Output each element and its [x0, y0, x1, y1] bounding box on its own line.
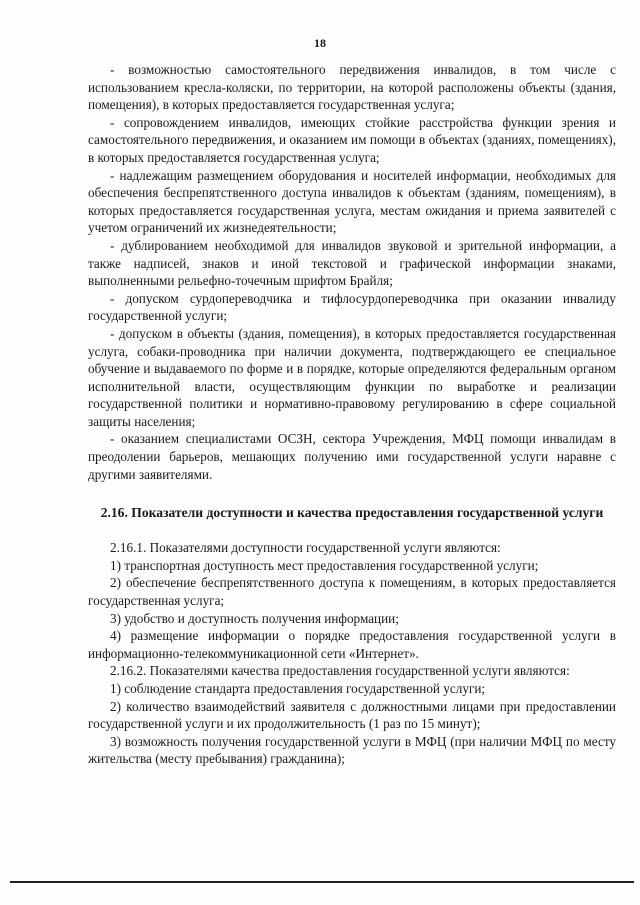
- list-item: 4) размещение информации о порядке предоставления государственной услуги в информационно-телекоммуникационной сети «Интернет».: [88, 628, 616, 661]
- paragraph-escort: - сопровождением инвалидов, имеющих стойкие расстройства функции зрения и самостоятельного передвижения, и оказанием им помощи в объектах (зданиях, помещениях), в которых предоставляется государственная услуга;: [88, 114, 616, 165]
- list-item: 1) транспортная доступность мест предоставления государственной услуги;: [110, 557, 539, 573]
- paragraph-interpreter: - допуском сурдопереводчика и тифлосурдопереводчика при оказании инвалиду государственной услуги;: [88, 290, 616, 324]
- document-body: [88, 61, 616, 768]
- section-heading: 2.16. Показатели доступности и качества предоставления государственной услуги: [100, 505, 604, 521]
- paragraph-equipment: - надлежащим размещением оборудования и носителей информации, необходимых для обеспечения беспрепятственного доступа инвалидов к объектам (зданиям, помещениям), в которых предоставляется государственная услуга, местам ожидания и приема заявителей с учетом ограничений их жизнедеятельности;: [88, 167, 616, 236]
- list-item: 3) удобство и доступность получения информации;: [110, 610, 399, 626]
- list-item: 1) соблюдение стандарта предоставления государственной услуги;: [110, 681, 486, 696]
- paragraph-2-16-2: 2.16.2. Показателями качества предоставления государственной услуги являются:: [110, 663, 570, 679]
- page-number: 18: [314, 36, 326, 50]
- paragraph-braille: - дублированием необходимой для инвалидов звуковой и зрительной информации, а также надписей, знаков и иной текстовой и графической информации знаками, выполненными рельефно-точечным шрифтом Брайля;: [88, 237, 616, 289]
- bottom-divider: [10, 881, 634, 883]
- paragraph-2-16-1: 2.16.1. Показателями доступности государственной услуги являются:: [110, 540, 501, 556]
- paragraph-guide-dog: - допуском в объекты (здания, помещения), в которых предоставляется государственная услуга, собаки-проводника при наличии документа, подтверждающего ее специальное обучение и выдаваемого по форме и в порядке, которые определяются федеральным органом исполнительной власти, осуществляющим функции по выработке и реализации государственной политики и нормативно-правовому регулированию в сфере социальной защиты населения;: [88, 325, 616, 429]
- list-item: 2) количество взаимодействий заявителя с должностными лицами при предоставлении государственной услуги и их продолжительность (1 раз по 15 минут);: [88, 698, 616, 732]
- paragraph-assistance: - оказанием специалистами ОСЗН, сектора Учреждения, МФЦ помощи инвалидам в преодолении барьеров, мешающих получению ими государственной услуги наравне с другими заявителями.: [88, 431, 616, 482]
- list-item: 3) возможность получения государственной услуги в МФЦ (при наличии МФЦ по месту жительства (месту пребывания) гражданина);: [88, 733, 616, 767]
- list-item: 2) обеспечение беспрепятственного доступа к помещениям, в которых предоставляется государственная услуга;: [88, 575, 616, 609]
- paragraph-mobility: - возможностью самостоятельного передвижения инвалидов, в том числе с использованием кресла-коляски, по территории, на которой расположены объекты (здания, помещения), в которых предоставляется государственная услуга;: [88, 62, 616, 113]
